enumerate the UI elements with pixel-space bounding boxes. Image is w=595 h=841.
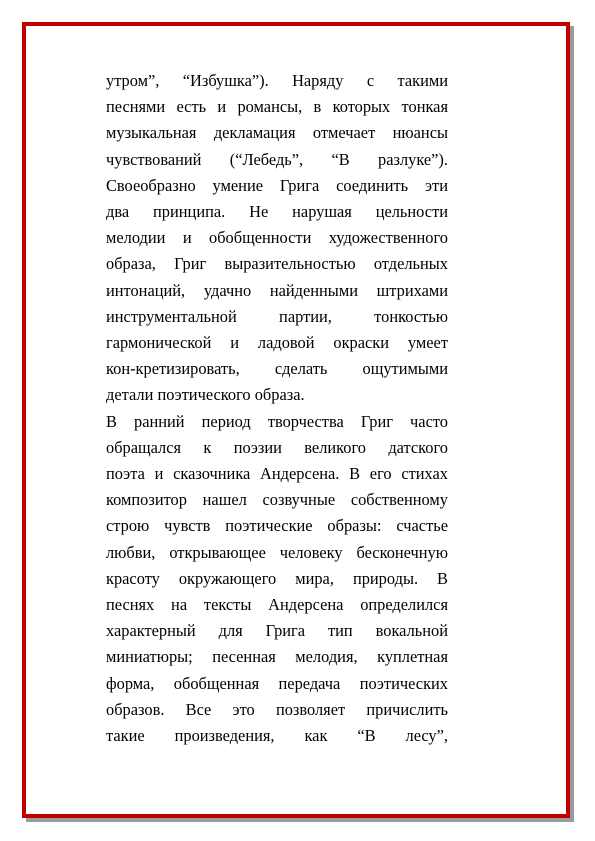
text-line: поэта и сказочника Андерсена. В его стихах [106,464,448,484]
text-line: композитор нашел созвучные собственному [106,490,448,510]
text-line: песнях на тексты Андерсена определился [106,595,448,615]
text-line: миниатюры; песенная мелодия, куплетная [106,647,448,667]
paragraph [106,409,448,750]
text-line: детали поэтического образа. [106,385,305,405]
text-line: характерный для Грига тип вокальной [106,621,448,641]
text-line: В ранний период творчества Григ часто [106,411,448,431]
text-line: утром”, “Избушка”). Наряду с такими [106,71,448,90]
text-line: любви, открывающее человеку бесконечную [106,542,448,562]
document-body [106,68,448,749]
text-line: интонаций, удачно найденными штрихами [106,280,448,300]
text-line: красоту окружающего мира, природы. В [106,568,448,588]
text-line: песнями есть и романсы, в которых тонкая [106,97,448,117]
text-line: форма, обобщенная передача поэтических [106,673,448,693]
paragraph [106,68,448,409]
text-line: образа, Григ выразительностью отдельных [106,254,448,274]
text-line: инструментальной партии, тонкостью [106,306,448,326]
text-line: такие произведения, как “В лесу”, [106,726,448,746]
text-line: мелодии и обобщенности художественного [106,228,448,248]
text-line: два принципа. Не нарушая цельности [106,202,448,222]
text-line: Своеобразно умение Грига соединить эти [106,175,448,195]
text-line: строю чувств поэтические образы: счастье [106,516,448,536]
text-line: музыкальная декламация отмечает нюансы [106,123,448,143]
text-line: кон-кретизировать, сделать ощутимыми [106,359,448,379]
text-line: обращался к поэзии великого датского [106,437,448,457]
text-line: образов. Все это позволяет причислить [106,699,448,719]
text-line: чувствований (“Лебедь”, “В разлуке”). [106,149,448,169]
text-line: гармонической и ладовой окраски умеет [106,333,448,353]
